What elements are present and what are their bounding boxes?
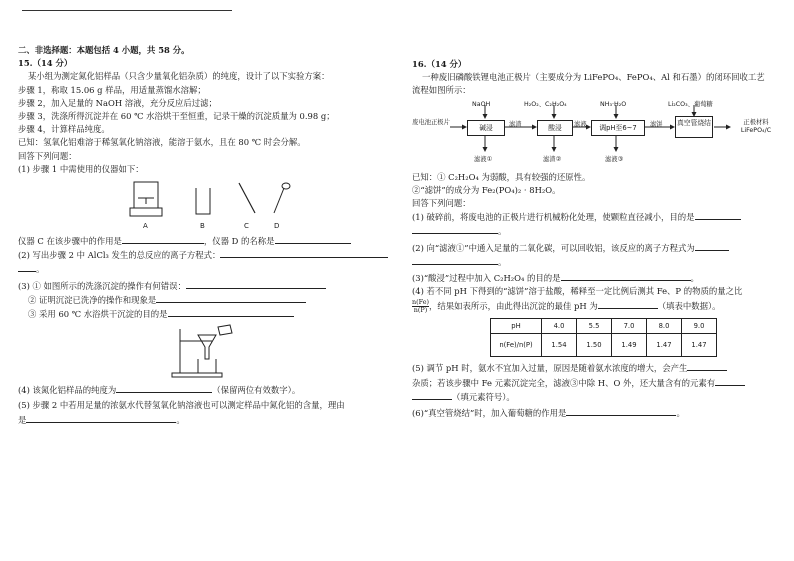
- q16-p3: (3)“酸浸”过程中加入 C₂H₂O₄ 的目的是 。: [412, 273, 699, 284]
- q16-number: 16.（14 分）: [412, 59, 467, 69]
- q15-step2: 步骤 2，加入足量的 NaOH 溶液，充分反应后过滤；: [18, 97, 217, 108]
- q16-known2: ②“滤饼”的成分为 Fe₂(PO₄)₂ · 8H₂O。: [412, 184, 561, 195]
- q15-known: 已知：氢氧化铝难溶于稀氢氧化钠溶液，能溶于氨水，且在 80 ℃ 时会分解。: [18, 137, 306, 148]
- answer-blank-q16-2[interactable]: [695, 241, 729, 251]
- balance-icon: [128, 178, 164, 222]
- q15-p2-cont: 。: [18, 262, 388, 276]
- q16-intro-cont: 流程如图所示：: [412, 85, 471, 96]
- table-row-label: n(Fe)/n(P): [491, 334, 542, 357]
- section-title: 二、非选择题：本题包括 4 小题，共 58 分。: [18, 45, 190, 55]
- reagent-h2o2: H₂O₂、C₂H₂O₄: [524, 100, 567, 108]
- apparatus-figure: [18, 178, 388, 230]
- table-row: [491, 334, 717, 357]
- q15-p3-3: ③ 采用 60 ℃ 水浴烘干沉淀的目的是: [18, 307, 388, 321]
- bottom-label-2: 滤渣②: [543, 155, 562, 163]
- table-cell: 4.0: [542, 319, 577, 334]
- table-cell: 1.54: [542, 334, 577, 357]
- q15-p1-answer: 仪器 C 在该步骤中的作用是 ，仪器 D 的名称是: [18, 234, 388, 248]
- table-cell: 1.49: [612, 334, 647, 357]
- reagent-li2co3: Li₂CO₃、葡萄糖: [668, 100, 713, 108]
- q16-p5: (5) 调节 pH 时，氨水不宜加入过量，原因是随着氨水浓度的增大，会产生: [412, 361, 782, 375]
- flow-box-acid: 酸浸: [537, 120, 573, 136]
- q15-step4: 步骤 4，计算样品纯度。: [18, 124, 110, 135]
- left-column: [18, 44, 388, 427]
- q16-answer-prompt: 回答下列问题：: [412, 198, 471, 209]
- filter-cake-label: 滤饼: [650, 120, 663, 128]
- answer-blank-q15-4[interactable]: [116, 383, 212, 393]
- mid-label-2: 滤液: [574, 120, 587, 128]
- top-rule: [22, 10, 232, 11]
- q16-intro: 一种废旧磷酸铁锂电池正极片（主要成分为 LiFePO₄、FePO₄、Al 和石墨）的闭环回收工艺: [422, 72, 765, 83]
- q15-p3-2: ② 证明沉淀已洗净的操作和现象是: [18, 293, 388, 307]
- mid-label-1: 滤渣: [509, 120, 522, 128]
- beaker-icon: [193, 186, 213, 216]
- answer-blank-q15-2b[interactable]: [18, 262, 36, 272]
- q15-p2: (2) 写出步骤 2 中 AlCl₃ 发生的总反应的离子方程式：: [18, 248, 388, 262]
- answer-blank-q15-3-2[interactable]: [156, 293, 306, 303]
- q16-p1: (1) 破碎前，将废电池的正极片进行机械粉化处理，使颗粒直径减小，目的是: [412, 210, 782, 224]
- q16-p6: (6)“真空管烧结”时，加入葡萄糖的作用是 。: [412, 408, 685, 419]
- right-column: [412, 58, 782, 420]
- q16-p4: (4) 若不同 pH 下得到的“滤饼”溶于盐酸，稀释至一定比例后测其 Fe、P 的物质的量之比: [412, 286, 743, 297]
- table-header: pH: [491, 319, 542, 334]
- answer-blank-c[interactable]: [122, 234, 204, 244]
- q15-step1: 步骤 1，称取 15.06 g 样品，用适量蒸馏水溶解；: [18, 84, 206, 95]
- answer-blank-q16-2b[interactable]: [412, 255, 498, 265]
- q15-number: 15.（14 分）: [18, 58, 73, 69]
- flow-box-alkali: 碱浸: [467, 120, 505, 136]
- spoon-icon: [270, 180, 292, 216]
- answer-blank-q16-3[interactable]: [561, 271, 691, 281]
- label-d: D: [274, 222, 280, 231]
- label-a: A: [143, 222, 148, 231]
- answer-blank-q16-5a[interactable]: [687, 361, 727, 371]
- reagent-ammonia: NH₃·H₂O: [600, 100, 627, 108]
- table-cell: 9.0: [682, 319, 717, 334]
- label-b: B: [200, 222, 205, 231]
- q16-p2-cont: 。: [412, 255, 782, 269]
- answer-blank-q16-1b[interactable]: [412, 224, 498, 234]
- q15-p5: (5) 步骤 2 中若用足量的浓氨水代替氢氧化钠溶液也可以测定样品中氮化铝的含量，理由: [18, 400, 345, 411]
- process-flow-diagram: [412, 101, 782, 167]
- flow-box-sinter: 真空管烧结: [675, 116, 713, 138]
- q16-p5-end: （填元素符号）。: [412, 390, 782, 404]
- filtration-icon: [168, 323, 248, 379]
- answer-blank-q16-5b[interactable]: [715, 376, 745, 386]
- table-cell: 5.5: [577, 319, 612, 334]
- answer-blank-q15-3-1[interactable]: [186, 279, 326, 289]
- answer-blank-q16-4[interactable]: [598, 299, 658, 309]
- ph-table: [490, 318, 717, 357]
- q16-p1-cont: 。: [412, 224, 782, 238]
- q16-p5-cont: 杂质；若该步骤中 Fe 元素沉淀完全，滤液③中除 H、O 外，还大量含有的元素有: [412, 376, 782, 390]
- table-row: [491, 319, 717, 334]
- q16-p4-cont: $\frac{n(Fe)}{n(P)}$ ，结果如表所示，由此得出沉淀的最佳 pH 为 （填表中数据）。: [412, 298, 721, 315]
- table-cell: 1.47: [682, 334, 717, 357]
- bottom-label-3: 滤液③: [605, 155, 624, 163]
- ratio-fraction: $\frac{n(Fe)}{n(P)}$: [412, 298, 429, 315]
- flow-box-ph: 调pH至6~7: [591, 120, 645, 136]
- answer-blank-q16-6[interactable]: [566, 406, 676, 416]
- q15-p3-1: (3) ① 如图所示的洗涤沉淀的操作有何错误：: [18, 279, 388, 293]
- answer-blank-q15-3-3[interactable]: [168, 307, 294, 317]
- table-cell: 1.47: [647, 334, 682, 357]
- table-cell: 1.50: [577, 334, 612, 357]
- table-cell: 8.0: [647, 319, 682, 334]
- q16-known1: 已知：① C₂H₂O₄ 为弱酸，具有较强的还原性。: [412, 171, 591, 182]
- reagent-naoh: NaOH: [472, 100, 491, 108]
- q15-p5-cont: 是 。: [18, 414, 185, 425]
- q15-answer-prompt: 回答下列问题：: [18, 150, 77, 161]
- q15-p4: (4) 该氮化铝样品的纯度为 （保留两位有效数字）。: [18, 385, 301, 396]
- bottom-label-1: 滤液①: [474, 155, 493, 163]
- glass-rod-icon: [236, 180, 258, 216]
- flow-product: 正极材料 LiFePO₄/C: [732, 119, 780, 139]
- filtration-figure: [18, 323, 388, 379]
- answer-blank-d[interactable]: [275, 234, 351, 244]
- table-cell: 7.0: [612, 319, 647, 334]
- answer-blank-q15-2[interactable]: [220, 248, 388, 258]
- answer-blank-q15-5[interactable]: [26, 413, 176, 423]
- q15-intro: 某小组为测定氮化铝样品（只含少量氧化铝杂质）的纯度，设计了以下实验方案：: [28, 71, 330, 82]
- answer-blank-q16-1[interactable]: [695, 210, 741, 220]
- flow-start: 废电池正极片: [412, 119, 450, 137]
- answer-blank-q16-5c[interactable]: [412, 390, 452, 400]
- q15-p1: (1) 步骤 1 中需使用的仪器如下：: [18, 163, 144, 174]
- q15-step3: 步骤 3，洗涤所得沉淀并在 60 ℃ 水浴烘干至恒重，记录干燥的沉淀质量为 0.98 g；: [18, 111, 335, 122]
- label-c: C: [244, 222, 249, 231]
- q16-p2: (2) 向“滤液①”中通入足量的二氧化碳，可以回收铝，该反应的离子方程式为: [412, 241, 782, 255]
